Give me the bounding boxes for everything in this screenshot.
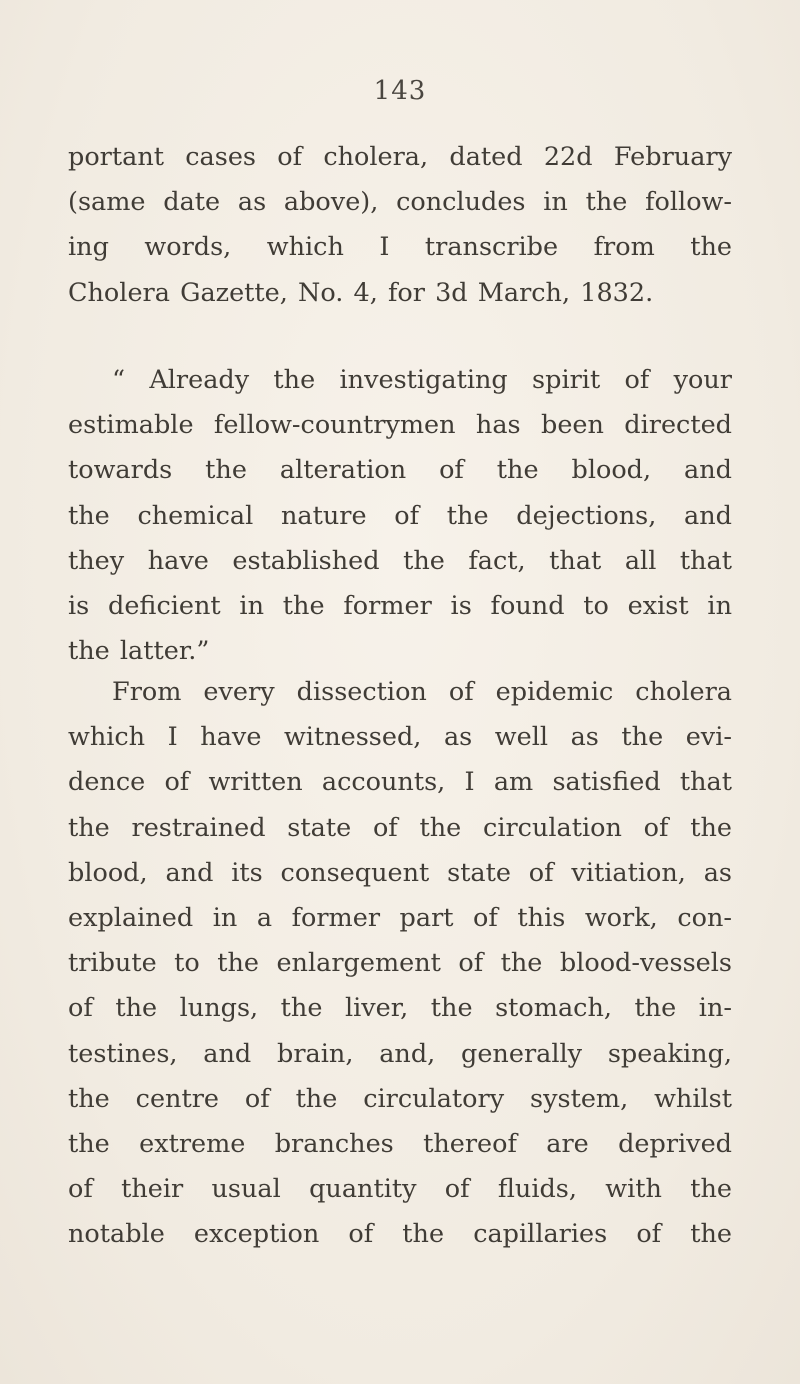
- page-number: 143: [373, 76, 427, 106]
- text-line: tribute to the enlargement of the blood-vessels: [68, 948, 732, 979]
- text-line: (same date as above), concludes in the follow-: [68, 187, 732, 218]
- text-line: the centre of the circulatory system, whilst: [68, 1083, 732, 1114]
- paragraph-continuation: [68, 135, 732, 316]
- text-line: notable exception of the capillaries of the: [68, 1219, 732, 1250]
- text-line: towards the alteration of the blood, and: [68, 455, 732, 486]
- text-line: which I have witnessed, as well as the evi-: [68, 722, 732, 753]
- text-line: testines, and brain, and, generally speaking,: [68, 1038, 732, 1069]
- text-line: is deficient in the former is found to exist in: [68, 591, 732, 622]
- text-line: estimable fellow-countrymen has been directed: [68, 410, 732, 441]
- text-line: dence of written accounts, I am satisfied that: [68, 767, 732, 798]
- text-line: they have established the fact, that all that: [68, 545, 732, 576]
- text-line: explained in a former part of this work, con-: [68, 903, 732, 934]
- text-line: the restrained state of the circulation of the: [68, 812, 732, 843]
- text-line: of their usual quantity of fluids, with the: [68, 1174, 732, 1205]
- paragraph-dissection: [68, 670, 732, 1258]
- text-line: the latter.”: [68, 636, 210, 667]
- text-line: Cholera Gazette, No. 4, for 3d March, 1832.: [68, 277, 654, 308]
- text-line: “ Already the investigating spirit of your: [112, 365, 732, 395]
- text-line: portant cases of cholera, dated 22d February: [68, 142, 732, 172]
- text-line: blood, and its consequent state of vitiation, as: [68, 857, 732, 888]
- text-line: From every dissection of epidemic cholera: [112, 677, 732, 707]
- text-line: of the lungs, the liver, the stomach, the in-: [68, 993, 732, 1024]
- paragraph-quotation: [68, 358, 732, 674]
- text-line: ing words, which I transcribe from the: [68, 232, 732, 263]
- text-line: the chemical nature of the dejections, and: [68, 500, 732, 531]
- text-line: the extreme branches thereof are deprived: [68, 1129, 732, 1160]
